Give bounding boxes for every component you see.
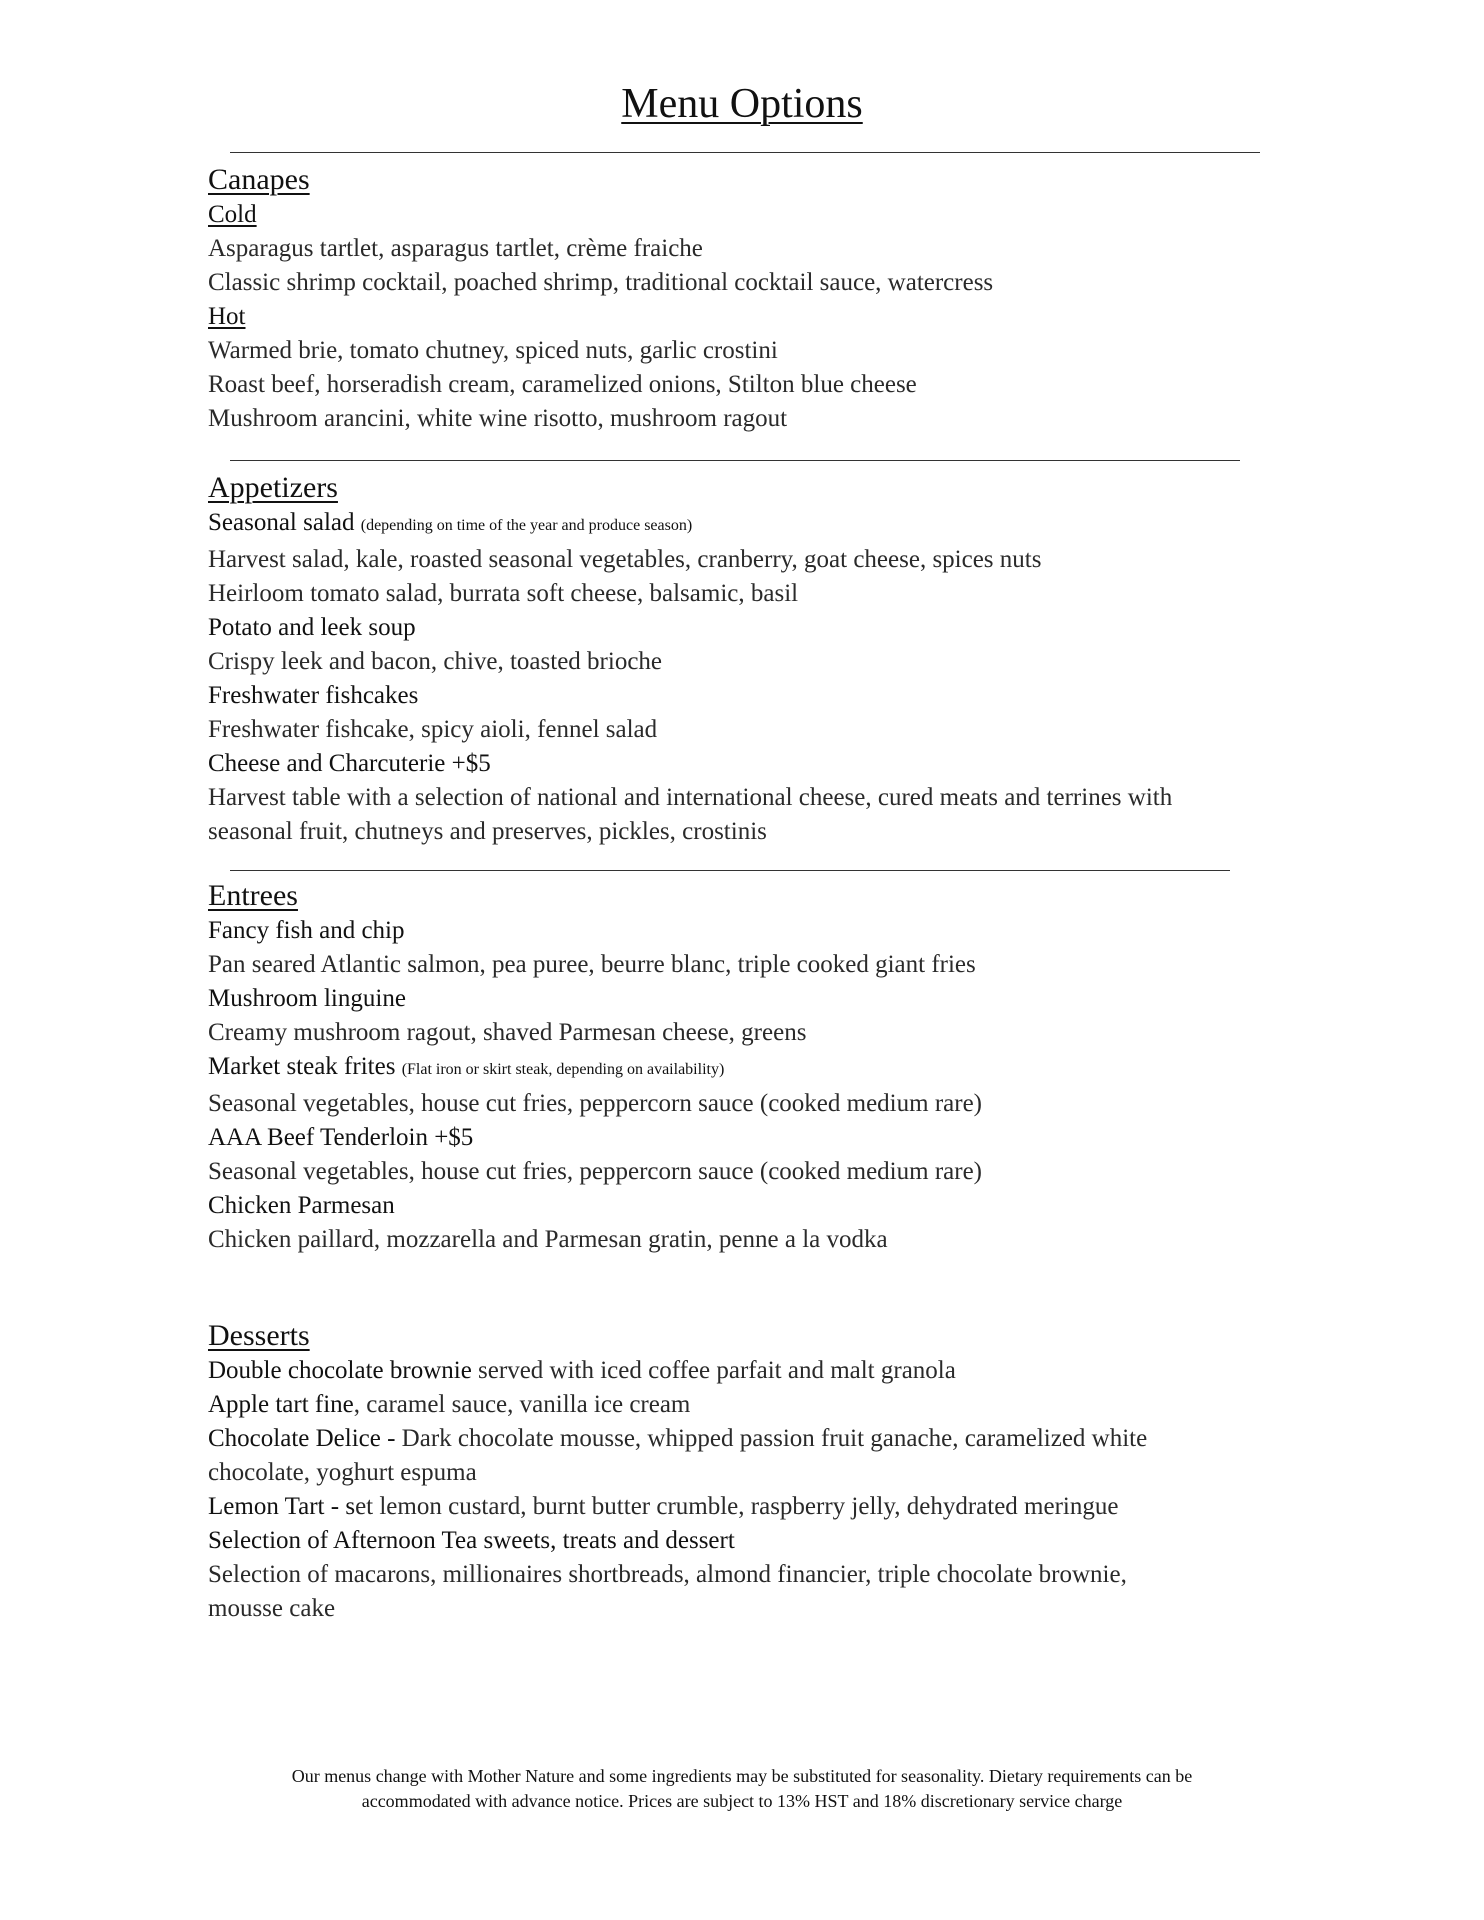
footer-line: accommodated with advance notice. Prices are subject to 13% HST and 18% discretionary service charge [361,1791,1123,1811]
item-name: AAA Beef Tenderloin +$5 [208,1124,474,1151]
hot-item: Roast beef, horseradish cream, caramelized onions, Stilton blue cheese [208,371,917,398]
item-name: Seasonal salad [208,509,355,536]
item-description: , caramel sauce, vanilla ice cream [353,1391,691,1418]
cold-item: Asparagus tartlet, asparagus tartlet, crème fraiche [208,235,703,262]
page-title: Menu Options [621,81,863,127]
item-name: Apple tart fine [208,1391,354,1418]
section-heading-entrees: Entrees [208,879,298,912]
item-note: (Flat iron or skirt steak, depending on availability) [401,1061,725,1078]
item-description: Seasonal vegetables, house cut fries, peppercorn sauce (cooked medium rare) [208,1090,982,1117]
item-name: Double chocolate brownie [208,1357,472,1384]
section-entrees [208,878,1298,1257]
footer-note [200,1764,1284,1814]
dessert-item [208,1388,1298,1422]
item-note: (depending on time of the year and produce season) [360,517,693,534]
menu-item-seasonal-salad [208,506,1298,543]
dessert-item [208,1490,1298,1524]
item-name: Market steak frites [208,1053,396,1080]
cold-item: Classic shrimp cocktail, poached shrimp, traditional cocktail sauce, watercress [208,269,994,296]
item-description: served with iced coffee parfait and malt granola [471,1357,956,1384]
dessert-item [208,1422,1298,1456]
subheading-cold: Cold [208,201,257,228]
item-name: Cheese and Charcuterie +$5 [208,750,491,777]
menu-item-market-steak [208,1050,1298,1087]
hot-item: Warmed brie, tomato chutney, spiced nuts, garlic crostini [208,337,778,364]
footer-line: Our menus change with Mother Nature and some ingredients may be substituted for seasonality. Dietary requirements can be [291,1766,1193,1786]
item-description: chocolate, yoghurt espuma [208,1459,477,1486]
divider-top [230,152,1260,153]
item-description: seasonal fruit, chutneys and preserves, pickles, crostinis [208,818,767,845]
dessert-item [208,1354,1298,1388]
item-name: Mushroom linguine [208,985,406,1012]
section-desserts [208,1318,1298,1626]
item-name: Fancy fish and chip [208,917,405,944]
item-description: mousse cake [208,1595,336,1622]
item-name: Selection of Afternoon Tea sweets, treats and dessert [208,1527,735,1554]
item-description: Crispy leek and bacon, chive, toasted brioche [208,648,663,675]
section-heading-appetizers: Appetizers [208,471,338,504]
item-description: Selection of macarons, millionaires shortbreads, almond financier, triple chocolate brownie, [208,1561,1127,1588]
item-description: Seasonal vegetables, house cut fries, peppercorn sauce (cooked medium rare) [208,1158,982,1185]
item-name: Chicken Parmesan [208,1192,395,1219]
item-description: Harvest table with a selection of national and international cheese, cured meats and terrines with [208,784,1173,811]
item-description: Heirloom tomato salad, burrata soft cheese, balsamic, basil [208,580,799,607]
item-description: Harvest salad, kale, roasted seasonal vegetables, cranberry, goat cheese, spices nuts [208,546,1042,573]
item-name: Chocolate Delice - [208,1425,402,1452]
item-description: Pan seared Atlantic salmon, pea puree, beurre blanc, triple cooked giant fries [208,951,976,978]
item-description: et lemon custard, burnt butter crumble, raspberry jelly, dehydrated meringue [355,1493,1119,1520]
hot-item: Mushroom arancini, white wine risotto, mushroom ragout [208,405,788,432]
item-description: Creamy mushroom ragout, shaved Parmesan cheese, greens [208,1019,807,1046]
divider-appetizers [230,870,1230,871]
item-description: Dark chocolate mousse, whipped passion fruit ganache, caramelized white [401,1425,1148,1452]
divider-canapes [230,460,1240,461]
item-description: Freshwater fishcake, spicy aioli, fennel salad [208,716,658,743]
section-heading-canapes: Canapes [208,163,310,196]
subheading-hot: Hot [208,303,246,330]
item-name: Freshwater fishcakes [208,682,419,709]
item-name: Lemon Tart - s [208,1493,356,1520]
section-heading-desserts: Desserts [208,1319,310,1352]
section-appetizers [208,470,1298,849]
item-description: Chicken paillard, mozzarella and Parmesan gratin, penne a la vodka [208,1226,888,1253]
section-canapes [208,162,1298,436]
item-name: Potato and leek soup [208,614,416,641]
